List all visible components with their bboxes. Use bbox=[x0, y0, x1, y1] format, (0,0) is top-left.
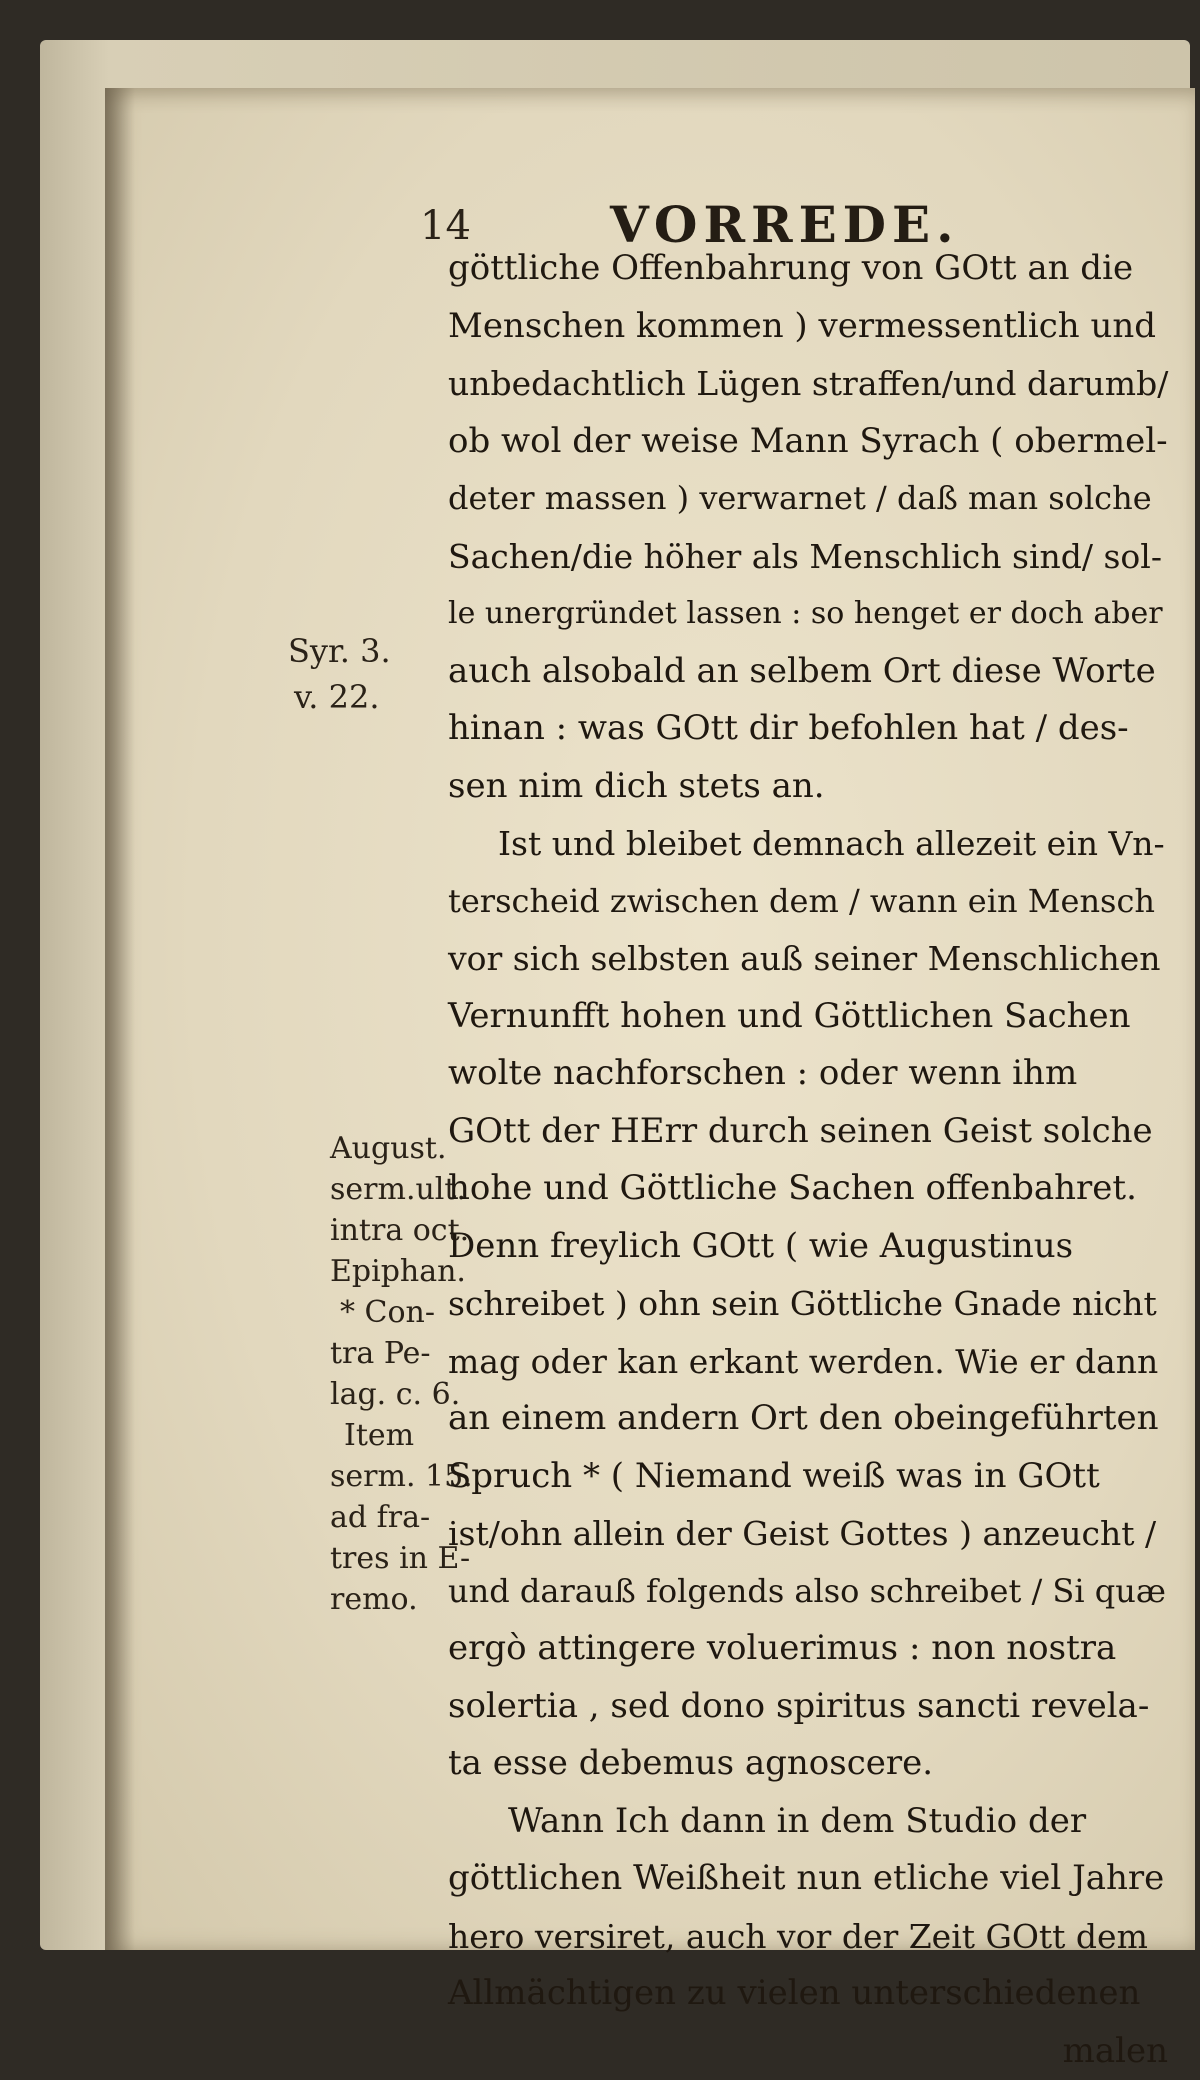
text-line: wolte nachforschen : oder wenn ihm bbox=[448, 1045, 1168, 1103]
body-text bbox=[448, 240, 1168, 2080]
margin-note-line: intra oct. bbox=[330, 1210, 490, 1251]
text-line: GOtt der HErr durch seinen Geist solche bbox=[448, 1103, 1168, 1161]
margin-note-line: remo. bbox=[330, 1579, 490, 1620]
text-line: Sachen/die höher als Menschlich sind/ sol- bbox=[448, 528, 1168, 586]
margin-note-line: tres in E- bbox=[330, 1538, 490, 1579]
margin-note-line: August. bbox=[330, 1128, 490, 1169]
text-line: hohe und Göttliche Sachen offenbahret. bbox=[448, 1160, 1168, 1218]
running-title: VORREDE. bbox=[610, 195, 960, 254]
margin-note-line: ad fra- bbox=[330, 1497, 490, 1538]
margin-note-line: Epiphan. bbox=[330, 1251, 490, 1292]
margin-note-line: v. 22. bbox=[288, 674, 391, 720]
text-line: Ist und bleibet demnach allezeit ein Vn- bbox=[448, 815, 1168, 873]
margin-note-line: Item bbox=[330, 1415, 490, 1456]
text-line: und darauß folgends also schreibet / Si quæ bbox=[448, 1563, 1168, 1621]
text-line: ob wol der weise Mann Syrach ( obermel- bbox=[448, 413, 1168, 471]
text-line: le unergründet lassen : so henget er doch aber bbox=[448, 585, 1168, 643]
page-number: 14 bbox=[420, 203, 471, 249]
text-line: hinan : was GOtt dir befohlen hat / des- bbox=[448, 700, 1168, 758]
catchword: malen bbox=[448, 2023, 1168, 2080]
text-line: deter massen ) verwarnet / daß man solche bbox=[448, 470, 1168, 528]
text-line: Vernunfft hohen und Göttlichen Sachen bbox=[448, 988, 1168, 1046]
text-line: Wann Ich dann in dem Studio der bbox=[448, 1793, 1168, 1851]
text-line: göttlichen Weißheit nun etliche viel Jahre bbox=[448, 1850, 1168, 1908]
margin-note-line: Syr. 3. bbox=[288, 628, 391, 674]
text-line: göttliche Offenbahrung von GOtt an die bbox=[448, 240, 1168, 298]
margin-note-line: lag. c. 6. bbox=[330, 1374, 490, 1415]
margin-note-syrach bbox=[288, 628, 391, 720]
text-line: sen nim dich stets an. bbox=[448, 758, 1168, 816]
gutter-shadow bbox=[105, 88, 135, 1950]
text-line: Spruch * ( Niemand weiß was in GOtt bbox=[448, 1448, 1168, 1506]
text-line: mag oder kan erkant werden. Wie er dann bbox=[448, 1333, 1168, 1391]
text-line: hero versiret, auch vor der Zeit GOtt dem bbox=[448, 1908, 1168, 1966]
margin-note-line: * Con- bbox=[330, 1292, 490, 1333]
text-line: ta esse debemus agnoscere. bbox=[448, 1735, 1168, 1793]
text-line: ist/ohn allein der Geist Gottes ) anzeucht / bbox=[448, 1505, 1168, 1563]
text-line: terscheid zwischen dem / wann ein Mensch bbox=[448, 873, 1168, 931]
text-line: Denn freylich GOtt ( wie Augustinus bbox=[448, 1218, 1168, 1276]
text-line: an einem andern Ort den obeingeführten bbox=[448, 1390, 1168, 1448]
margin-note-line: serm. 15. bbox=[330, 1456, 490, 1497]
margin-note-line: serm.ult. bbox=[330, 1169, 490, 1210]
text-line: schreibet ) ohn sein Göttliche Gnade nicht bbox=[448, 1275, 1168, 1333]
text-line: Allmächtigen zu vielen unterschiedenen bbox=[448, 1965, 1168, 2023]
margin-note-line: tra Pe- bbox=[330, 1333, 490, 1374]
text-line: solertia , sed dono spiritus sancti revela- bbox=[448, 1678, 1168, 1736]
text-line: auch alsobald an selbem Ort diese Worte bbox=[448, 643, 1168, 701]
text-line: ergò attingere voluerimus : non nostra bbox=[448, 1620, 1168, 1678]
text-line: vor sich selbsten auß seiner Menschlichen bbox=[448, 930, 1168, 988]
text-line: unbedachtlich Lügen straffen/und darumb/ bbox=[448, 355, 1168, 413]
text-line: Menschen kommen ) vermessentlich und bbox=[448, 298, 1168, 356]
